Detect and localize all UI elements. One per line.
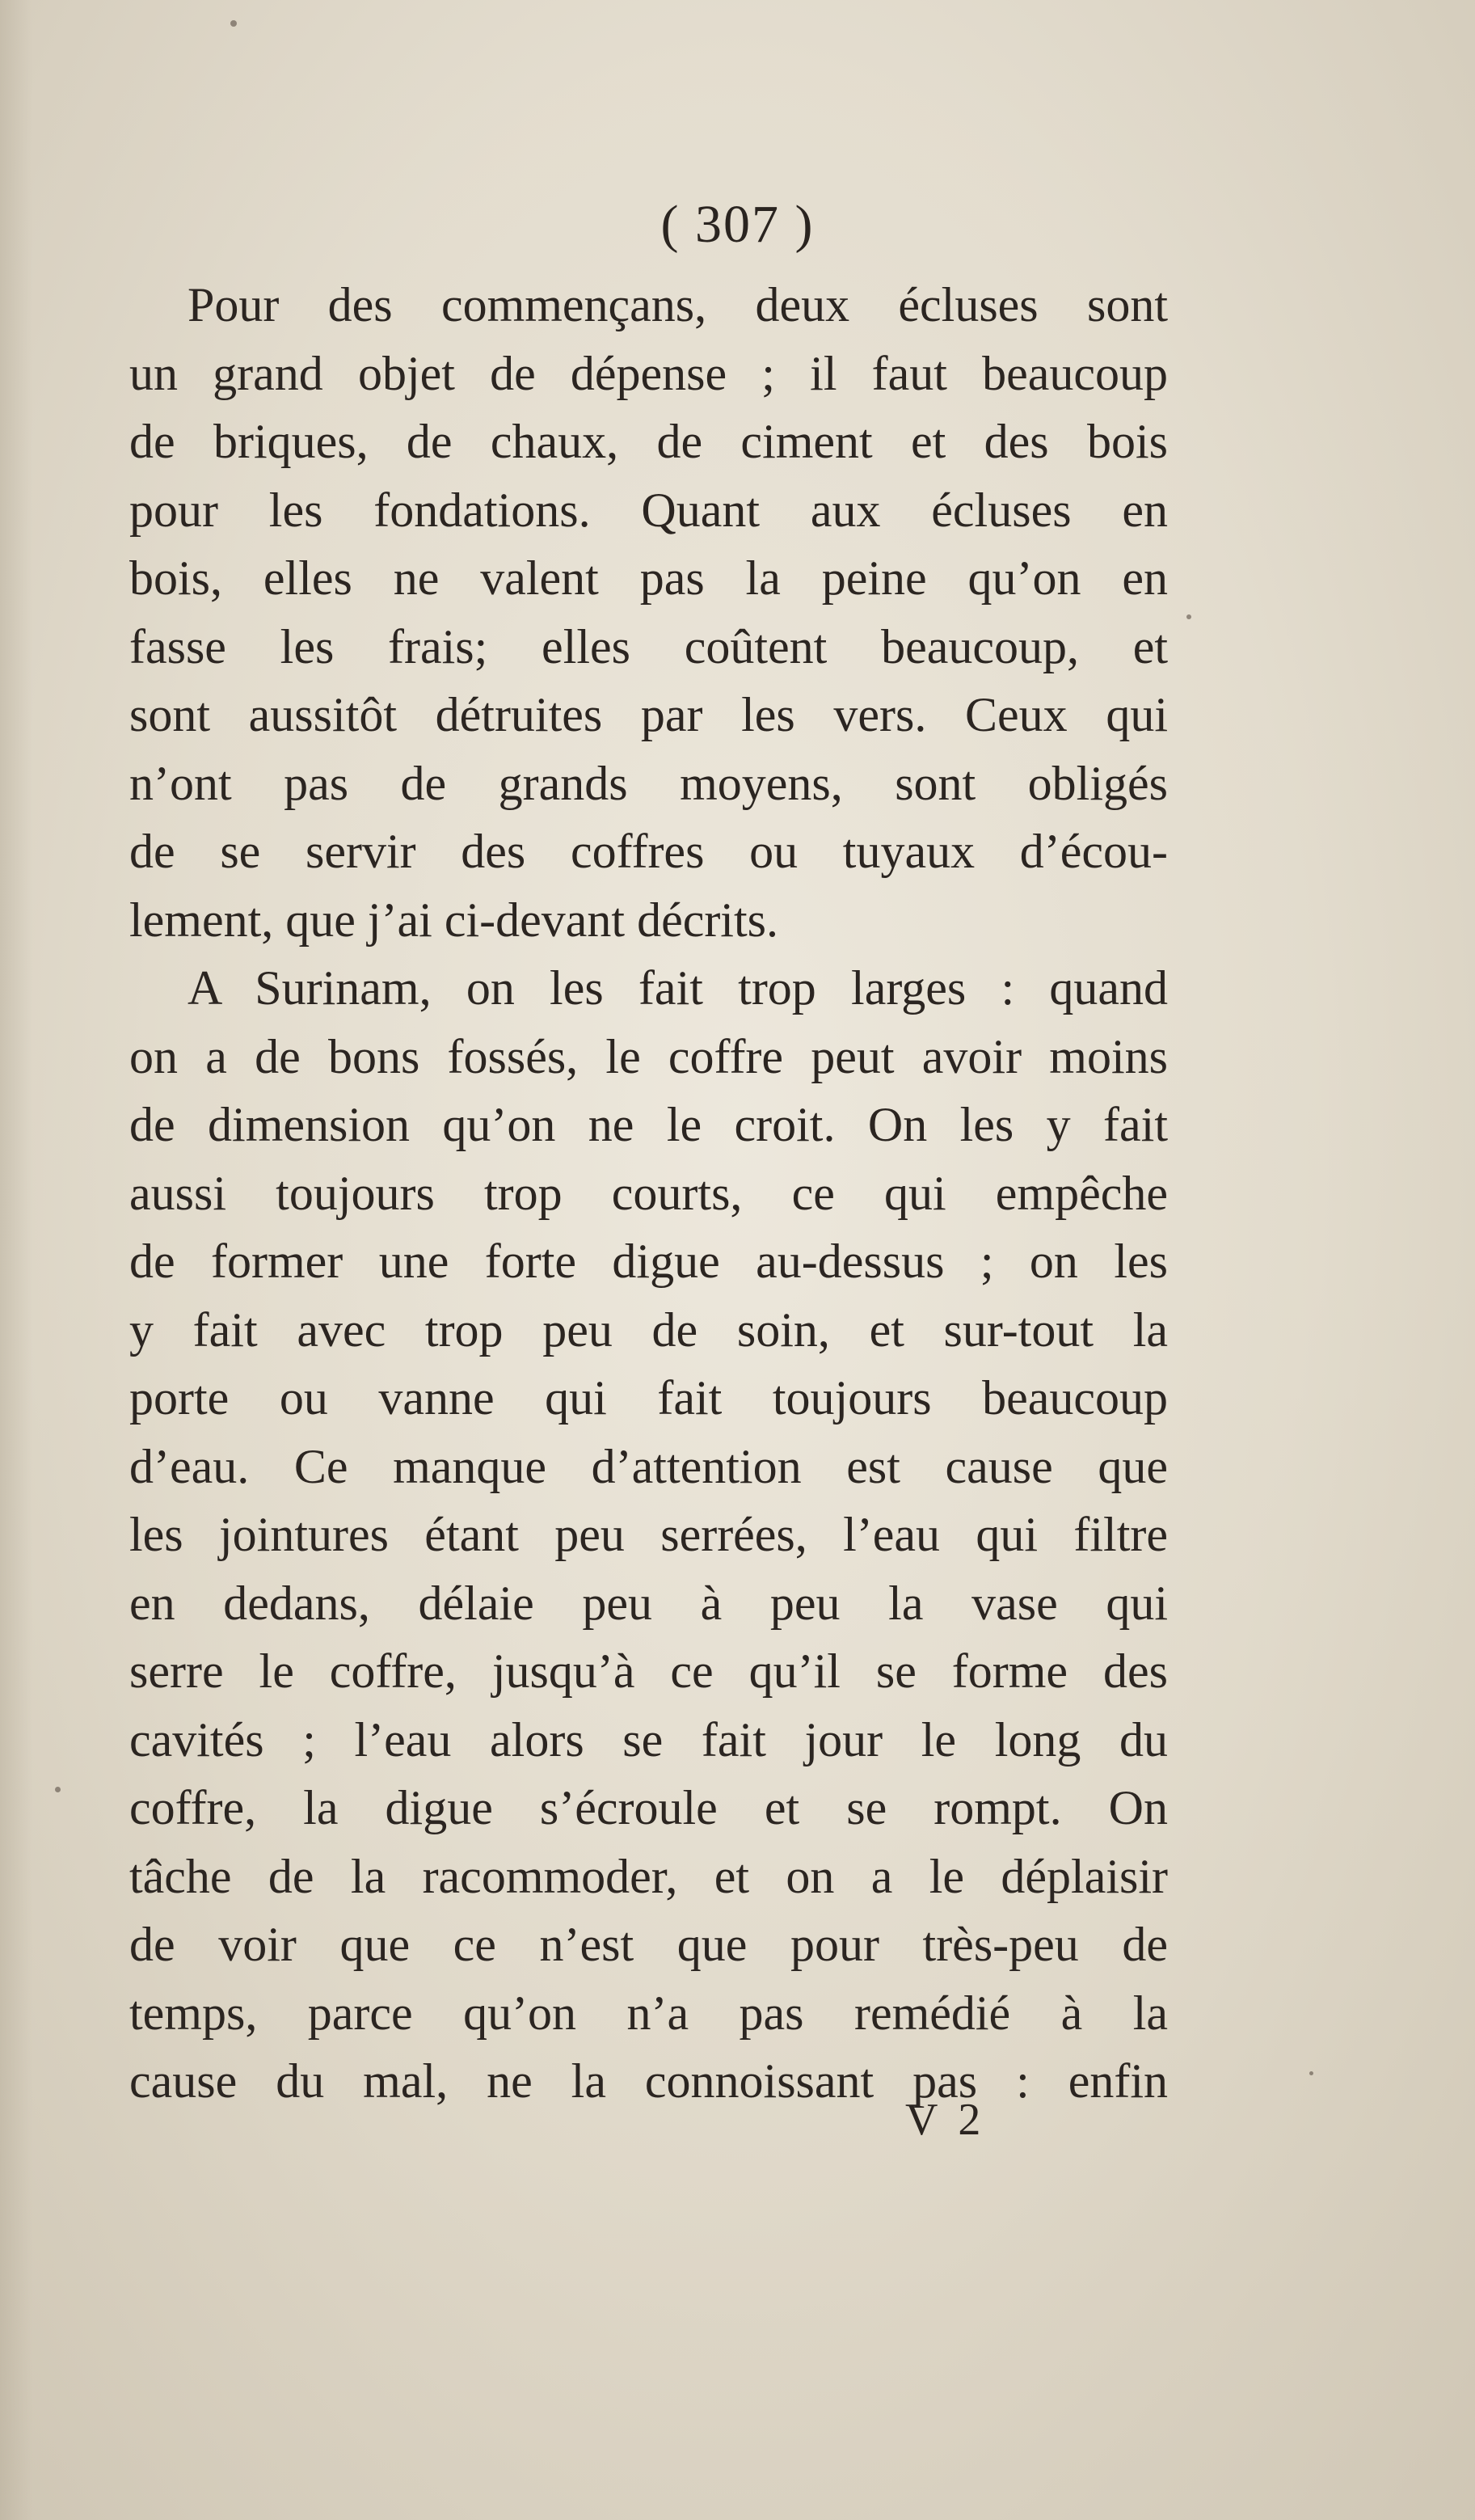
text-line: on a de bons fossés, le coffre peut avoir moins	[129, 1029, 1168, 1083]
text-line: bois, elles ne valent pas la peine qu’on en	[129, 551, 1168, 605]
text-line: d’eau. Ce manque d’attention est cause que	[129, 1439, 1168, 1493]
text-line: fasse les frais; elles coûtent beaucoup, et	[129, 619, 1168, 673]
text-line: Pour des commençans, deux écluses sont	[188, 278, 1168, 331]
text-line: y fait avec trop peu de soin, et sur-tout la	[129, 1302, 1168, 1357]
text-line: de se servir des coffres ou tuyaux d’écou-	[129, 825, 1168, 878]
text-line: coffre, la digue s’écroule et se rompt. On	[129, 1781, 1168, 1834]
text-line: de dimension qu’on ne le croit. On les y fait	[129, 1098, 1168, 1151]
paper-speck	[230, 20, 237, 27]
text-line: les jointures étant peu serrées, l’eau qui filtre	[129, 1508, 1168, 1561]
text-line: cavités ; l’eau alors se fait jour le long du	[129, 1712, 1168, 1767]
paper-speck	[1186, 614, 1191, 619]
paper-speck	[1309, 2071, 1313, 2075]
text-line: lement, que j’ai ci-devant décrits.	[129, 893, 778, 947]
text-line: porte ou vanne qui fait toujours beaucoup	[129, 1371, 1168, 1425]
text-line: cause du mal, ne la connoissant pas : enfin	[129, 2054, 1168, 2108]
body-text	[129, 271, 1168, 2116]
text-line: en dedans, délaie peu à peu la vase qui	[129, 1576, 1168, 1630]
text-line: serre le coffre, jusqu’à ce qu’il se forme des	[129, 1644, 1168, 1698]
text-line: temps, parce qu’on n’a pas remédié à la	[129, 1986, 1168, 2040]
page-number: ( 307 )	[660, 195, 815, 254]
text-line: tâche de la racommoder, et on a le déplaisir	[129, 1849, 1168, 1903]
gutter-shadow	[0, 0, 32, 2520]
paper-speck	[55, 1787, 61, 1792]
text-line: un grand objet de dépense ; il faut beaucoup	[129, 346, 1168, 400]
text-line: de former une forte digue au-dessus ; on les	[129, 1235, 1168, 1288]
signature-mark: V 2	[905, 2095, 986, 2145]
text-line: de voir que ce n’est que pour très-peu de	[129, 1918, 1168, 1971]
text-line: sont aussitôt détruites par les vers. Ceux qui	[129, 688, 1168, 741]
text-line: pour les fondations. Quant aux écluses en	[129, 483, 1168, 537]
text-line: de briques, de chaux, de ciment et des bois	[129, 415, 1168, 468]
text-line: aussi toujours trop courts, ce qui empêche	[129, 1166, 1168, 1220]
text-line: n’ont pas de grands moyens, sont obligés	[129, 756, 1168, 810]
text-line: A Surinam, on les fait trop larges : quand	[188, 961, 1168, 1015]
